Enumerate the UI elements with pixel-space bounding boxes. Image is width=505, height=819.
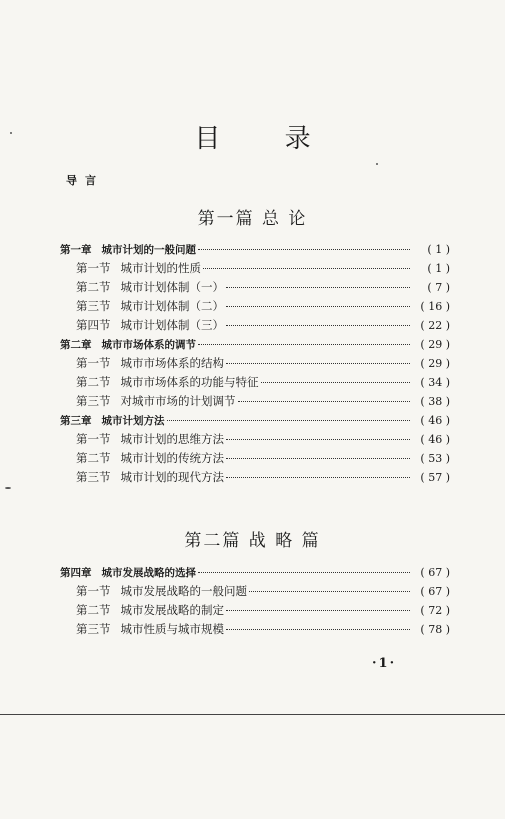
toc-page-number: ( 1 ) <box>427 262 450 275</box>
toc-page-number: ( 57 ) <box>420 471 450 484</box>
toc-page-number: ( 16 ) <box>420 300 450 313</box>
toc-page-number: ( 46 ) <box>420 433 450 446</box>
toc-section-row <box>60 278 450 297</box>
toc-entry-title: 城市计划体制（二） <box>120 299 224 313</box>
scan-speck <box>5 487 11 489</box>
toc-section-row <box>60 316 450 335</box>
dot-leader <box>226 458 410 459</box>
toc-entry-label <box>60 430 224 449</box>
toc-entry-title: 城市计划的传统方法 <box>120 451 224 465</box>
toc-section-row <box>60 259 450 278</box>
toc-chapter-row <box>60 563 450 582</box>
toc-page-number: ( 29 ) <box>420 357 450 370</box>
toc-page-number: ( 72 ) <box>420 604 450 617</box>
toc-entry-number: 第二节 <box>76 451 111 465</box>
toc-entry-label <box>60 601 224 620</box>
toc-page-number: ( 34 ) <box>420 376 450 389</box>
toc-entry-title: 城市发展战略的一般问题 <box>120 584 247 598</box>
toc-page-number: ( 1 ) <box>427 243 450 256</box>
toc-section-row <box>60 297 450 316</box>
toc-chapter-row <box>60 335 450 354</box>
toc-entry-label <box>60 373 259 392</box>
toc-page-number: ( 53 ) <box>420 452 450 465</box>
toc-entry-number: 第四节 <box>76 318 111 332</box>
toc-entry-title: 城市计划的一般问题 <box>101 244 196 256</box>
toc-chapter-row <box>60 240 450 259</box>
dot-leader <box>198 249 410 250</box>
toc-page-number: ( 29 ) <box>420 338 450 351</box>
toc-page-number: ( 22 ) <box>420 319 450 332</box>
toc-entry-title: 城市计划方法 <box>101 415 165 427</box>
toc-entry-number: 第四章 <box>60 567 92 579</box>
toc-entry-label <box>60 449 224 468</box>
toc-entry-number: 第二章 <box>60 339 92 351</box>
toc-section-row <box>60 468 450 487</box>
toc-entry-number: 第一节 <box>76 261 111 275</box>
part-two-title: 第二篇 战 略 篇 <box>184 531 321 551</box>
toc-section-row <box>60 620 450 639</box>
toc-entry-title: 城市计划体制（一） <box>120 280 224 294</box>
toc-page-number: ( 38 ) <box>420 395 450 408</box>
toc-entry-number: 第三节 <box>76 299 111 313</box>
toc-entry-label <box>60 392 236 411</box>
toc-entry-title: 城市计划的性质 <box>120 261 201 275</box>
dot-leader <box>226 610 410 611</box>
bottom-rule <box>0 714 505 715</box>
toc-entry-label <box>60 620 224 639</box>
dot-leader <box>238 401 411 402</box>
dot-leader <box>203 268 410 269</box>
part-one-title: 第一篇 总 论 <box>197 209 308 229</box>
toc-entry-label <box>60 412 165 431</box>
toc-section-row <box>60 354 450 373</box>
toc-section-row <box>60 373 450 392</box>
scan-speck <box>10 132 12 134</box>
toc-entry-number: 第二节 <box>76 603 111 617</box>
toc-section-row <box>60 582 450 601</box>
toc-part-one <box>60 240 450 487</box>
toc-entry-title: 城市市场体系的结构 <box>120 356 224 370</box>
dot-leader <box>198 344 410 345</box>
toc-entry-label <box>60 259 201 278</box>
page-number: ·1· <box>372 656 397 671</box>
toc-entry-label <box>60 354 224 373</box>
toc-entry-number: 第二节 <box>76 375 111 389</box>
toc-section-row <box>60 449 450 468</box>
toc-entry-title: 城市市场体系的调节 <box>101 339 196 351</box>
toc-entry-label <box>60 468 224 487</box>
toc-entry-title: 城市市场体系的功能与特征 <box>120 375 259 389</box>
dot-leader <box>198 572 410 573</box>
toc-section-row <box>60 601 450 620</box>
toc-entry-label <box>60 582 247 601</box>
toc-entry-label <box>60 241 196 260</box>
toc-entry-number: 第三节 <box>76 394 111 408</box>
toc-entry-number: 第一节 <box>76 432 111 446</box>
dot-leader <box>226 363 410 364</box>
dot-leader <box>226 287 410 288</box>
toc-entry-title: 城市计划的现代方法 <box>120 470 224 484</box>
dot-leader <box>226 629 410 630</box>
toc-chapter-row <box>60 411 450 430</box>
dot-leader <box>226 306 410 307</box>
dot-leader <box>226 325 410 326</box>
toc-entry-number: 第一节 <box>76 356 111 370</box>
toc-entry-title: 对城市市场的计划调节 <box>120 394 236 408</box>
toc-entry-title: 城市发展战略的制定 <box>120 603 224 617</box>
toc-part-two <box>60 563 450 639</box>
toc-entry-title: 城市计划体制（三） <box>120 318 224 332</box>
dot-leader <box>226 439 410 440</box>
toc-entry-number: 第一章 <box>60 244 92 256</box>
toc-entry-number: 第三节 <box>76 622 111 636</box>
toc-entry-label <box>60 564 196 583</box>
toc-entry-label <box>60 336 196 355</box>
toc-page-number: ( 46 ) <box>420 414 450 427</box>
toc-entry-label <box>60 278 224 297</box>
toc-page-number: ( 67 ) <box>420 566 450 579</box>
dot-leader <box>249 591 410 592</box>
intro-heading: 导言 <box>66 174 104 187</box>
toc-section-row <box>60 392 450 411</box>
toc-page-number: ( 67 ) <box>420 585 450 598</box>
toc-entry-label <box>60 316 224 335</box>
toc-entry-number: 第三章 <box>60 415 92 427</box>
toc-entry-number: 第二节 <box>76 280 111 294</box>
dot-leader <box>226 477 410 478</box>
page-title: 目 录 <box>194 124 339 154</box>
dot-leader <box>167 420 411 421</box>
scan-speck <box>376 163 378 165</box>
dot-leader <box>261 382 411 383</box>
toc-entry-number: 第三节 <box>76 470 111 484</box>
toc-section-row <box>60 430 450 449</box>
toc-entry-number: 第一节 <box>76 584 111 598</box>
toc-page-number: ( 78 ) <box>420 623 450 636</box>
toc-entry-title: 城市计划的思维方法 <box>120 432 224 446</box>
toc-entry-title: 城市性质与城市规模 <box>120 622 224 636</box>
toc-entry-title: 城市发展战略的选择 <box>101 567 196 579</box>
toc-entry-label <box>60 297 224 316</box>
toc-page-number: ( 7 ) <box>427 281 450 294</box>
